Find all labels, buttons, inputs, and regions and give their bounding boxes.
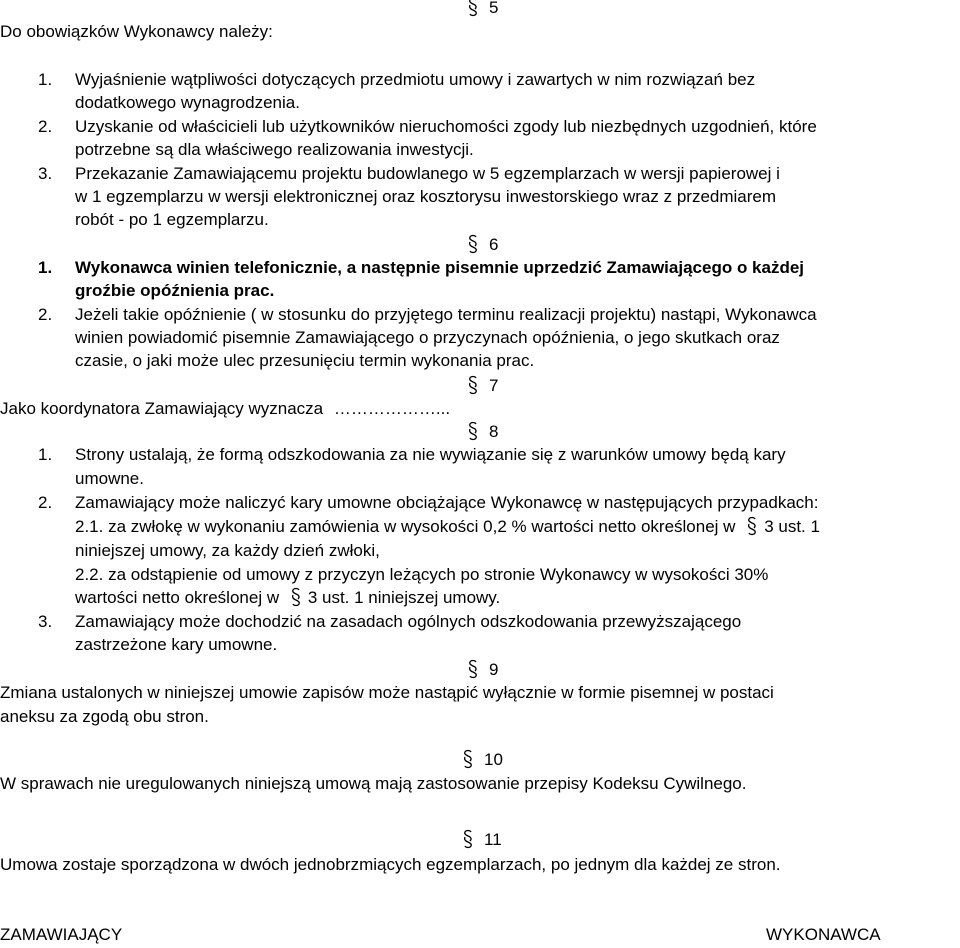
list-item-text: umowne. xyxy=(75,469,144,488)
paragraph-line: Umowa zostaje sporządzona w dwóch jednobrzmiących egzemplarzach, po jednym dla każdej ze stron. xyxy=(0,855,781,874)
section-sign-icon xyxy=(467,659,479,679)
section-sign-icon xyxy=(462,829,474,849)
list-item-text: czasie, o jaki może ulec przesunięciu termin wykonania prac. xyxy=(75,351,535,370)
section-10-heading xyxy=(462,749,503,771)
list-item-text: robót - po 1 egzemplarzu. xyxy=(75,210,269,229)
coordinator-placeholder-dots: ………………... xyxy=(333,399,451,418)
list-item-number: 1. xyxy=(38,70,53,89)
list-item-number: 2. xyxy=(38,493,53,512)
section-number: 9 xyxy=(489,660,499,679)
list-item-number: 2. xyxy=(38,117,53,136)
section-number: 5 xyxy=(489,0,499,17)
section-number: 6 xyxy=(489,235,499,254)
sub-item-text: 2.1. za zwłokę w wykonaniu zamówienia w wysokości 0,2 % wartości netto określonej w xyxy=(75,517,736,536)
sub-item-2-2 xyxy=(75,587,500,609)
section-sign-icon xyxy=(746,516,758,536)
section-sign-icon xyxy=(290,587,302,607)
paragraph-line: aneksu za zgodą obu stron. xyxy=(0,707,209,726)
sub-item-text: niniejszej umowy, za każdy dzień zwłoki, xyxy=(75,541,380,560)
list-item-text: groźbie opóźnienia prac. xyxy=(75,281,275,300)
signature-wykonawca: WYKONAWCA xyxy=(766,925,881,944)
list-item-number: 1. xyxy=(38,258,53,277)
list-item-text: dodatkowego wynagrodzenia. xyxy=(75,93,300,112)
paragraph-line: W sprawach nie uregulowanych niniejszą umową mają zastosowanie przepisy Kodeksu Cywilnego. xyxy=(0,774,747,793)
section-7-heading xyxy=(467,375,498,397)
section-number: 7 xyxy=(489,376,499,395)
list-item-text: Wyjaśnienie wątpliwości dotyczących przedmiotu umowy i zawartych w nim rozwiązań bez xyxy=(75,70,756,89)
list-item-text: Zamawiający może dochodzić na zasadach ogólnych odszkodowania przewyższającego xyxy=(75,612,742,631)
list-item-text: Zamawiający może naliczyć kary umowne obciążające Wykonawcę w następujących przypadkach: xyxy=(75,493,819,512)
list-item-text: Wykonawca winien telefonicznie, a następnie pisemnie uprzedzić Zamawiającego o każdej xyxy=(75,258,805,277)
sub-item-text: 3 ust. 1 niniejszej umowy. xyxy=(307,588,501,607)
document-intro-title: Do obowiązków Wykonawcy należy: xyxy=(0,22,273,41)
section-number: 10 xyxy=(484,750,503,769)
section-number: 8 xyxy=(489,422,499,441)
section-sign-icon xyxy=(467,421,479,441)
list-item-number: 3. xyxy=(38,164,53,183)
section-number: 11 xyxy=(484,830,502,849)
section-6-heading xyxy=(467,234,498,256)
paragraph-line: Zmiana ustalonych w niniejszej umowie zapisów może nastąpić wyłącznie w formie pisemnej w postaci xyxy=(0,683,774,702)
section-5-heading xyxy=(467,0,498,19)
section-sign-icon xyxy=(467,375,479,395)
sub-item-text: 3 ust. 1 xyxy=(764,517,820,536)
list-item-number: 3. xyxy=(38,612,53,631)
section-sign-icon xyxy=(467,0,479,17)
list-item-text: Uzyskanie od właścicieli lub użytkowników nieruchomości zgody lub niezbędnych uzgodnień, które xyxy=(75,117,817,136)
list-item-text: w 1 egzemplarzu w wersji elektronicznej oraz kosztorysu inwestorskiego wraz z przedmiarem xyxy=(75,187,777,206)
section-sign-icon xyxy=(467,234,479,254)
section-9-heading xyxy=(467,659,498,681)
coordinator-text: Jako koordynatora Zamawiający wyznacza xyxy=(0,399,324,418)
coordinator-line xyxy=(0,398,450,420)
sub-item-text: wartości netto określonej w xyxy=(75,588,280,607)
sub-item-2-1 xyxy=(75,516,820,538)
section-sign-icon xyxy=(462,749,474,769)
sub-item-text: 2.2. za odstąpienie od umowy z przyczyn leżących po stronie Wykonawcy w wysokości 30% xyxy=(75,565,769,584)
list-item-text: zastrzeżone kary umowne. xyxy=(75,635,278,654)
list-item-number: 2. xyxy=(38,305,53,324)
section-8-heading xyxy=(467,421,498,443)
section-11-heading xyxy=(462,829,502,851)
list-item-text: Przekazanie Zamawiającemu projektu budowlanego w 5 egzemplarzach w wersji papierowej i xyxy=(75,164,780,183)
list-item-text: Jeżeli takie opóźnienie ( w stosunku do przyjętego terminu realizacji projektu) nastąpi, Wykonawca xyxy=(75,305,817,324)
list-item-text: winien powiadomić pisemnie Zamawiającego o przyczynach opóźnienia, o jego skutkach oraz xyxy=(75,328,780,347)
signature-zamawiajacy: ZAMAWIAJĄCY xyxy=(0,925,123,944)
list-item-text: Strony ustalają, że formą odszkodowania za nie wywiązanie się z warunków umowy będą kary xyxy=(75,445,786,464)
list-item-text: potrzebne są dla właściwego realizowania inwestycji. xyxy=(75,140,474,159)
list-item-number: 1. xyxy=(38,445,53,464)
